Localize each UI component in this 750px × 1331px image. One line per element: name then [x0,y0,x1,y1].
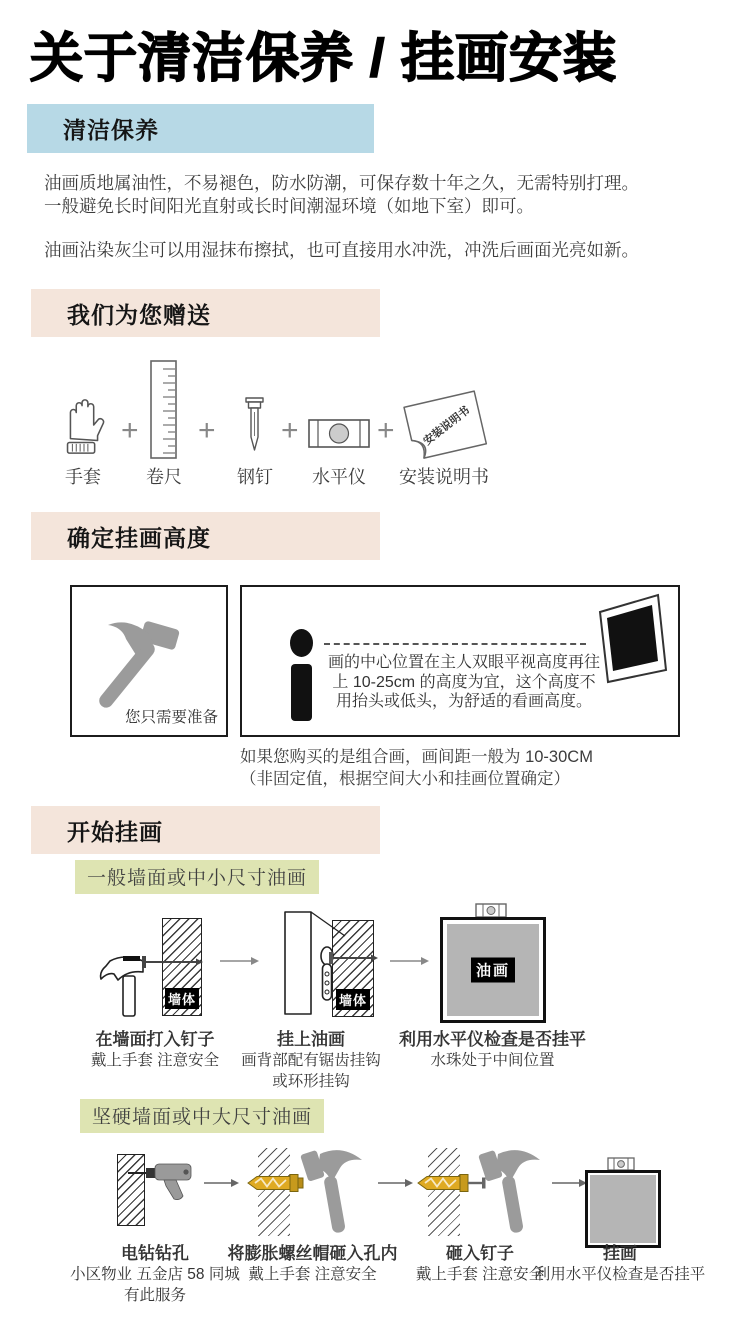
arrow-icon [378,1176,414,1190]
gift-label-ruler: 卷尺 [146,467,182,487]
height-heading: 确定挂画高度 [67,524,211,551]
gifts-heading: 我们为您赠送 [67,301,211,328]
step-caption-2: 挂上油画 画背部配有锯齿挂钩 或环形挂钩 [241,1030,381,1090]
arrow-icon [390,954,430,968]
anchor-icon [246,1172,306,1194]
person-icon [290,629,313,657]
section-band-hanging [31,806,380,854]
plus-sign: + [281,414,299,447]
hung-painting-graphic [585,1170,661,1248]
sub2-label: 坚硬墙面或中大尺寸油画 [80,1099,324,1133]
small-hammer-icon [300,1146,370,1236]
step-caption-3: 利用水平仪检查是否挂平 水珠处于中间位置 [399,1030,586,1069]
small-hammer-icon [478,1146,548,1236]
eye-level-box [240,585,680,737]
prepare-box [70,585,228,737]
step-caption-4: 挂画 利用水平仪检查是否挂平 [534,1244,706,1283]
painting-back-hook-icon [283,908,383,1018]
wall-label: 墙体 [165,988,199,1009]
canvas-fill [590,1175,656,1243]
gift-label-manual: 安装说明书 [399,467,489,487]
page-title: 关于清洁保养 / 挂画安装 [30,29,618,88]
tape-ruler-icon [150,360,177,459]
cleaning-heading: 清洁保养 [63,117,159,143]
plus-sign: + [377,414,395,447]
hammer-icon [84,593,202,711]
steel-nail-icon [243,396,266,456]
prepare-caption: 您只需要准备 [124,709,218,726]
step-caption-1: 电钻钻孔 小区物业 五金店 58 同城 有此服务 [70,1244,240,1304]
plus-sign: + [121,414,139,447]
cleaning-paragraph-2: 油画沾染灰尘可以用湿抹布擦拭，也可直接用水冲洗，冲洗后画面光亮如新。 [44,240,639,260]
gift-label-nail: 钢钉 [237,467,273,487]
manual-paper-text: 安装说明书 [421,404,473,448]
painting-label: 油画 [471,958,515,983]
section-band-height [31,512,380,560]
section-band-gifts [31,289,380,337]
hanging-heading: 开始挂画 [67,818,163,845]
eye-level-tip [326,653,602,712]
drill-icon [126,1158,200,1202]
sub1-label: 一般墙面或中小尺寸油画 [75,860,319,894]
level-icon [607,1157,635,1171]
section-band-cleaning [27,104,374,153]
tip-line1: 画的中心位置在主人双眼平视高度再往 [327,654,600,671]
spirit-level-icon [308,419,370,448]
cleaning-p1-line1: 油画质地属油性，不易褪色，防水防潮，可保存数十年之久，无需特别打理。 [44,173,639,193]
arrow-icon [220,954,260,968]
arrow-icon [552,1176,588,1190]
person-icon [291,664,312,721]
cleaning-p1-line2: 一般避免长时间阳光直射或长时间潮湿环境（如地下室）即可。 [44,196,534,216]
manual-icon [393,385,495,465]
tip-line3: 用抬头或低头，为舒适的看画高度。 [335,693,592,710]
plus-sign: + [198,414,216,447]
arrow-icon [204,1176,240,1190]
glove-icon [53,392,115,460]
level-icon [475,903,507,918]
combo-note-line2: （非固定值，根据空间大小和挂画位置确定） [240,770,570,788]
sightline-dashed [324,643,586,645]
wall-label: 墙体 [336,989,370,1010]
step-caption-2: 将膨胀螺丝帽砸入孔内 戴上手套 注意安全 [227,1244,398,1283]
oil-painting-graphic [440,917,546,1023]
gift-label-level: 水平仪 [312,467,366,487]
step-caption-1: 在墙面打入钉子 戴上手套 注意安全 [90,1030,220,1069]
step-caption-3: 砸入钉子 戴上手套 注意安全 [415,1244,545,1283]
nail-icon [142,954,204,970]
tilted-painting-icon [592,592,672,688]
cleaning-paragraph-1 [44,172,639,218]
gift-label-glove: 手套 [65,467,101,487]
combo-note-line1: 如果您购买的是组合画，画间距一般为 10-30CM [240,748,593,766]
tip-line2: 上 10-25cm 的高度为宜，这个高度不 [332,673,596,691]
